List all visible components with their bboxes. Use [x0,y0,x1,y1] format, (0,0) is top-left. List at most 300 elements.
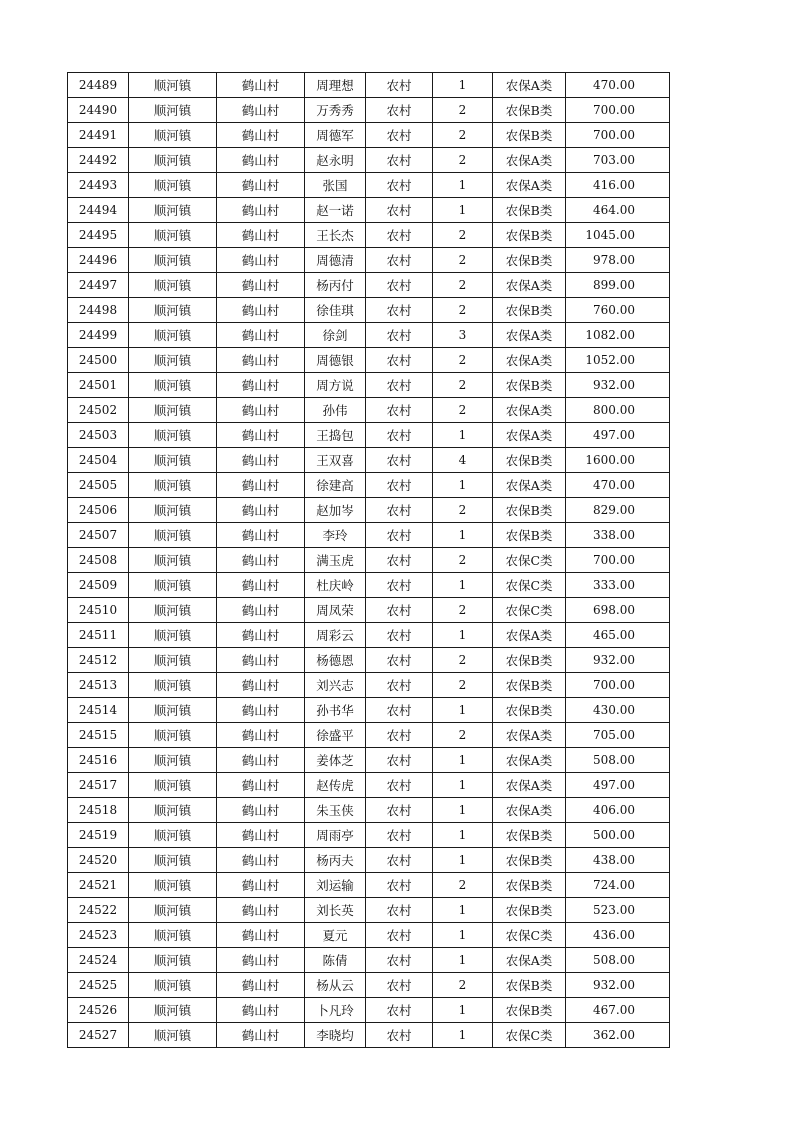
table-row [68,98,670,123]
table-row [68,198,670,223]
category-cell: 农保A类 [493,398,566,423]
name-cell: 陈倩 [305,948,366,973]
people-count-cell: 1 [433,473,493,498]
village-cell: 鹤山村 [217,273,305,298]
serial-number-cell: 24498 [68,298,129,323]
amount-cell: 978.00 [566,248,670,273]
people-count-cell: 1 [433,173,493,198]
name-cell: 姜体芝 [305,748,366,773]
people-count-cell: 2 [433,548,493,573]
name-cell: 赵永明 [305,148,366,173]
category-cell: 农保A类 [493,798,566,823]
category-cell: 农保B类 [493,498,566,523]
amount-cell: 899.00 [566,273,670,298]
household-type-cell: 农村 [366,748,433,773]
household-type-cell: 农村 [366,1023,433,1048]
town-cell: 顺河镇 [129,73,217,98]
category-cell: 农保A类 [493,148,566,173]
serial-number-cell: 24505 [68,473,129,498]
category-cell: 农保C类 [493,548,566,573]
amount-cell: 700.00 [566,123,670,148]
name-cell: 刘运输 [305,873,366,898]
town-cell: 顺河镇 [129,573,217,598]
amount-cell: 438.00 [566,848,670,873]
people-count-cell: 2 [433,223,493,248]
category-cell: 农保C类 [493,1023,566,1048]
table-row [68,523,670,548]
household-type-cell: 农村 [366,473,433,498]
name-cell: 满玉虎 [305,548,366,573]
category-cell: 农保A类 [493,323,566,348]
town-cell: 顺河镇 [129,498,217,523]
town-cell: 顺河镇 [129,898,217,923]
category-cell: 农保B类 [493,198,566,223]
household-type-cell: 农村 [366,248,433,273]
people-count-cell: 1 [433,573,493,598]
household-type-cell: 农村 [366,73,433,98]
serial-number-cell: 24512 [68,648,129,673]
serial-number-cell: 24490 [68,98,129,123]
name-cell: 卜凡玲 [305,998,366,1023]
table-row [68,548,670,573]
category-cell: 农保A类 [493,473,566,498]
people-count-cell: 1 [433,73,493,98]
village-cell: 鹤山村 [217,523,305,548]
category-cell: 农保C类 [493,923,566,948]
amount-cell: 698.00 [566,598,670,623]
people-count-cell: 2 [433,98,493,123]
people-count-cell: 2 [433,298,493,323]
serial-number-cell: 24524 [68,948,129,973]
category-cell: 农保A类 [493,348,566,373]
serial-number-cell: 24516 [68,748,129,773]
town-cell: 顺河镇 [129,598,217,623]
household-type-cell: 农村 [366,698,433,723]
people-count-cell: 1 [433,623,493,648]
household-type-cell: 农村 [366,298,433,323]
household-type-cell: 农村 [366,998,433,1023]
amount-cell: 497.00 [566,423,670,448]
amount-cell: 467.00 [566,998,670,1023]
village-cell: 鹤山村 [217,323,305,348]
category-cell: 农保A类 [493,273,566,298]
name-cell: 张国 [305,173,366,198]
village-cell: 鹤山村 [217,998,305,1023]
town-cell: 顺河镇 [129,823,217,848]
table-row [68,498,670,523]
name-cell: 周方说 [305,373,366,398]
table-row [68,73,670,98]
town-cell: 顺河镇 [129,623,217,648]
table-body [68,73,670,1048]
people-count-cell: 1 [433,823,493,848]
serial-number-cell: 24520 [68,848,129,873]
serial-number-cell: 24489 [68,73,129,98]
category-cell: 农保A类 [493,423,566,448]
people-count-cell: 1 [433,698,493,723]
town-cell: 顺河镇 [129,973,217,998]
village-cell: 鹤山村 [217,423,305,448]
table-row [68,998,670,1023]
household-type-cell: 农村 [366,198,433,223]
amount-cell: 800.00 [566,398,670,423]
town-cell: 顺河镇 [129,423,217,448]
amount-cell: 703.00 [566,148,670,173]
amount-cell: 500.00 [566,823,670,848]
town-cell: 顺河镇 [129,348,217,373]
serial-number-cell: 24513 [68,673,129,698]
serial-number-cell: 24515 [68,723,129,748]
town-cell: 顺河镇 [129,148,217,173]
village-cell: 鹤山村 [217,223,305,248]
town-cell: 顺河镇 [129,173,217,198]
village-cell: 鹤山村 [217,823,305,848]
serial-number-cell: 24500 [68,348,129,373]
household-type-cell: 农村 [366,648,433,673]
table-row [68,773,670,798]
household-type-cell: 农村 [366,773,433,798]
town-cell: 顺河镇 [129,298,217,323]
category-cell: 农保B类 [493,998,566,1023]
serial-number-cell: 24494 [68,198,129,223]
people-count-cell: 2 [433,348,493,373]
name-cell: 杜庆岭 [305,573,366,598]
household-type-cell: 农村 [366,948,433,973]
people-count-cell: 1 [433,948,493,973]
village-cell: 鹤山村 [217,248,305,273]
town-cell: 顺河镇 [129,648,217,673]
village-cell: 鹤山村 [217,573,305,598]
household-type-cell: 农村 [366,723,433,748]
people-count-cell: 1 [433,798,493,823]
household-type-cell: 农村 [366,173,433,198]
name-cell: 徐盛平 [305,723,366,748]
category-cell: 农保C类 [493,598,566,623]
amount-cell: 497.00 [566,773,670,798]
town-cell: 顺河镇 [129,373,217,398]
category-cell: 农保A类 [493,73,566,98]
village-cell: 鹤山村 [217,148,305,173]
name-cell: 周理想 [305,73,366,98]
serial-number-cell: 24522 [68,898,129,923]
category-cell: 农保A类 [493,173,566,198]
table-row [68,173,670,198]
amount-cell: 333.00 [566,573,670,598]
household-type-cell: 农村 [366,548,433,573]
serial-number-cell: 24499 [68,323,129,348]
name-cell: 李晓均 [305,1023,366,1048]
household-type-cell: 农村 [366,448,433,473]
serial-number-cell: 24519 [68,823,129,848]
serial-number-cell: 24496 [68,248,129,273]
name-cell: 杨从云 [305,973,366,998]
amount-cell: 760.00 [566,298,670,323]
village-cell: 鹤山村 [217,698,305,723]
town-cell: 顺河镇 [129,773,217,798]
table-row [68,848,670,873]
town-cell: 顺河镇 [129,273,217,298]
serial-number-cell: 24511 [68,623,129,648]
serial-number-cell: 24514 [68,698,129,723]
name-cell: 杨丙夫 [305,848,366,873]
amount-cell: 829.00 [566,498,670,523]
category-cell: 农保A类 [493,623,566,648]
name-cell: 徐剑 [305,323,366,348]
household-type-cell: 农村 [366,523,433,548]
people-count-cell: 2 [433,598,493,623]
serial-number-cell: 24509 [68,573,129,598]
village-cell: 鹤山村 [217,448,305,473]
amount-cell: 436.00 [566,923,670,948]
village-cell: 鹤山村 [217,623,305,648]
people-count-cell: 1 [433,748,493,773]
village-cell: 鹤山村 [217,498,305,523]
name-cell: 周德银 [305,348,366,373]
serial-number-cell: 24523 [68,923,129,948]
village-cell: 鹤山村 [217,748,305,773]
village-cell: 鹤山村 [217,923,305,948]
people-count-cell: 2 [433,723,493,748]
category-cell: 农保B类 [493,448,566,473]
amount-cell: 700.00 [566,98,670,123]
people-count-cell: 1 [433,1023,493,1048]
village-cell: 鹤山村 [217,598,305,623]
household-type-cell: 农村 [366,848,433,873]
category-cell: 农保A类 [493,748,566,773]
amount-cell: 932.00 [566,373,670,398]
town-cell: 顺河镇 [129,923,217,948]
category-cell: 农保B类 [493,973,566,998]
household-type-cell: 农村 [366,148,433,173]
table-row [68,723,670,748]
category-cell: 农保A类 [493,723,566,748]
table-row [68,248,670,273]
table-row [68,473,670,498]
town-cell: 顺河镇 [129,723,217,748]
name-cell: 杨德恩 [305,648,366,673]
table-row [68,298,670,323]
town-cell: 顺河镇 [129,123,217,148]
category-cell: 农保B类 [493,248,566,273]
people-count-cell: 2 [433,123,493,148]
village-cell: 鹤山村 [217,873,305,898]
household-type-cell: 农村 [366,673,433,698]
town-cell: 顺河镇 [129,698,217,723]
serial-number-cell: 24493 [68,173,129,198]
table-row [68,223,670,248]
name-cell: 夏元 [305,923,366,948]
amount-cell: 1082.00 [566,323,670,348]
household-type-cell: 农村 [366,398,433,423]
table-row [68,323,670,348]
household-type-cell: 农村 [366,423,433,448]
table-row [68,123,670,148]
amount-cell: 416.00 [566,173,670,198]
amount-cell: 406.00 [566,798,670,823]
table-row [68,973,670,998]
household-type-cell: 农村 [366,223,433,248]
household-type-cell: 农村 [366,348,433,373]
serial-number-cell: 24495 [68,223,129,248]
village-cell: 鹤山村 [217,848,305,873]
category-cell: 农保A类 [493,948,566,973]
name-cell: 刘兴志 [305,673,366,698]
category-cell: 农保B类 [493,223,566,248]
category-cell: 农保B类 [493,373,566,398]
category-cell: 农保A类 [493,773,566,798]
name-cell: 孙伟 [305,398,366,423]
town-cell: 顺河镇 [129,398,217,423]
people-count-cell: 4 [433,448,493,473]
name-cell: 周凤荣 [305,598,366,623]
people-count-cell: 2 [433,148,493,173]
category-cell: 农保B类 [493,123,566,148]
table-row [68,1023,670,1048]
category-cell: 农保B类 [493,523,566,548]
category-cell: 农保B类 [493,898,566,923]
town-cell: 顺河镇 [129,673,217,698]
name-cell: 孙书华 [305,698,366,723]
village-cell: 鹤山村 [217,298,305,323]
name-cell: 赵传虎 [305,773,366,798]
name-cell: 李玲 [305,523,366,548]
name-cell: 杨丙付 [305,273,366,298]
category-cell: 农保B类 [493,698,566,723]
serial-number-cell: 24507 [68,523,129,548]
people-count-cell: 1 [433,998,493,1023]
town-cell: 顺河镇 [129,223,217,248]
village-cell: 鹤山村 [217,98,305,123]
people-count-cell: 2 [433,398,493,423]
village-cell: 鹤山村 [217,73,305,98]
table-row [68,423,670,448]
town-cell: 顺河镇 [129,748,217,773]
serial-number-cell: 24502 [68,398,129,423]
town-cell: 顺河镇 [129,98,217,123]
name-cell: 万秀秀 [305,98,366,123]
amount-cell: 700.00 [566,548,670,573]
people-count-cell: 2 [433,498,493,523]
amount-cell: 508.00 [566,748,670,773]
serial-number-cell: 24525 [68,973,129,998]
table-row [68,798,670,823]
town-cell: 顺河镇 [129,873,217,898]
table-row [68,273,670,298]
category-cell: 农保C类 [493,573,566,598]
town-cell: 顺河镇 [129,473,217,498]
amount-cell: 338.00 [566,523,670,548]
amount-cell: 465.00 [566,623,670,648]
household-type-cell: 农村 [366,123,433,148]
amount-cell: 1600.00 [566,448,670,473]
amount-cell: 362.00 [566,1023,670,1048]
people-count-cell: 1 [433,898,493,923]
serial-number-cell: 24521 [68,873,129,898]
serial-number-cell: 24527 [68,1023,129,1048]
people-count-cell: 3 [433,323,493,348]
village-cell: 鹤山村 [217,973,305,998]
name-cell: 刘长英 [305,898,366,923]
table-row [68,898,670,923]
town-cell: 顺河镇 [129,448,217,473]
town-cell: 顺河镇 [129,548,217,573]
table-row [68,648,670,673]
village-cell: 鹤山村 [217,648,305,673]
table-row [68,698,670,723]
name-cell: 王双喜 [305,448,366,473]
household-type-cell: 农村 [366,623,433,648]
village-cell: 鹤山村 [217,373,305,398]
table-row [68,598,670,623]
household-type-cell: 农村 [366,498,433,523]
category-cell: 农保B类 [493,673,566,698]
table-row [68,573,670,598]
category-cell: 农保B类 [493,648,566,673]
category-cell: 农保B类 [493,823,566,848]
village-cell: 鹤山村 [217,548,305,573]
table-row [68,373,670,398]
table-row [68,398,670,423]
village-cell: 鹤山村 [217,473,305,498]
serial-number-cell: 24518 [68,798,129,823]
serial-number-cell: 24501 [68,373,129,398]
household-type-cell: 农村 [366,273,433,298]
town-cell: 顺河镇 [129,998,217,1023]
name-cell: 周德清 [305,248,366,273]
amount-cell: 508.00 [566,948,670,973]
amount-cell: 523.00 [566,898,670,923]
amount-cell: 932.00 [566,973,670,998]
amount-cell: 724.00 [566,873,670,898]
amount-cell: 470.00 [566,473,670,498]
people-count-cell: 2 [433,973,493,998]
people-count-cell: 1 [433,773,493,798]
people-count-cell: 2 [433,248,493,273]
name-cell: 周雨亭 [305,823,366,848]
town-cell: 顺河镇 [129,1023,217,1048]
town-cell: 顺河镇 [129,323,217,348]
data-table [67,72,670,1048]
table-row [68,948,670,973]
table-row [68,923,670,948]
amount-cell: 700.00 [566,673,670,698]
village-cell: 鹤山村 [217,898,305,923]
serial-number-cell: 24506 [68,498,129,523]
household-type-cell: 农村 [366,573,433,598]
household-type-cell: 农村 [366,823,433,848]
table-row [68,348,670,373]
household-type-cell: 农村 [366,873,433,898]
town-cell: 顺河镇 [129,948,217,973]
amount-cell: 470.00 [566,73,670,98]
people-count-cell: 2 [433,873,493,898]
name-cell: 徐建高 [305,473,366,498]
amount-cell: 1045.00 [566,223,670,248]
people-count-cell: 2 [433,648,493,673]
people-count-cell: 2 [433,373,493,398]
table-row [68,448,670,473]
name-cell: 王长杰 [305,223,366,248]
category-cell: 农保B类 [493,848,566,873]
amount-cell: 464.00 [566,198,670,223]
town-cell: 顺河镇 [129,848,217,873]
household-type-cell: 农村 [366,898,433,923]
amount-cell: 932.00 [566,648,670,673]
household-type-cell: 农村 [366,973,433,998]
town-cell: 顺河镇 [129,798,217,823]
village-cell: 鹤山村 [217,348,305,373]
amount-cell: 705.00 [566,723,670,748]
